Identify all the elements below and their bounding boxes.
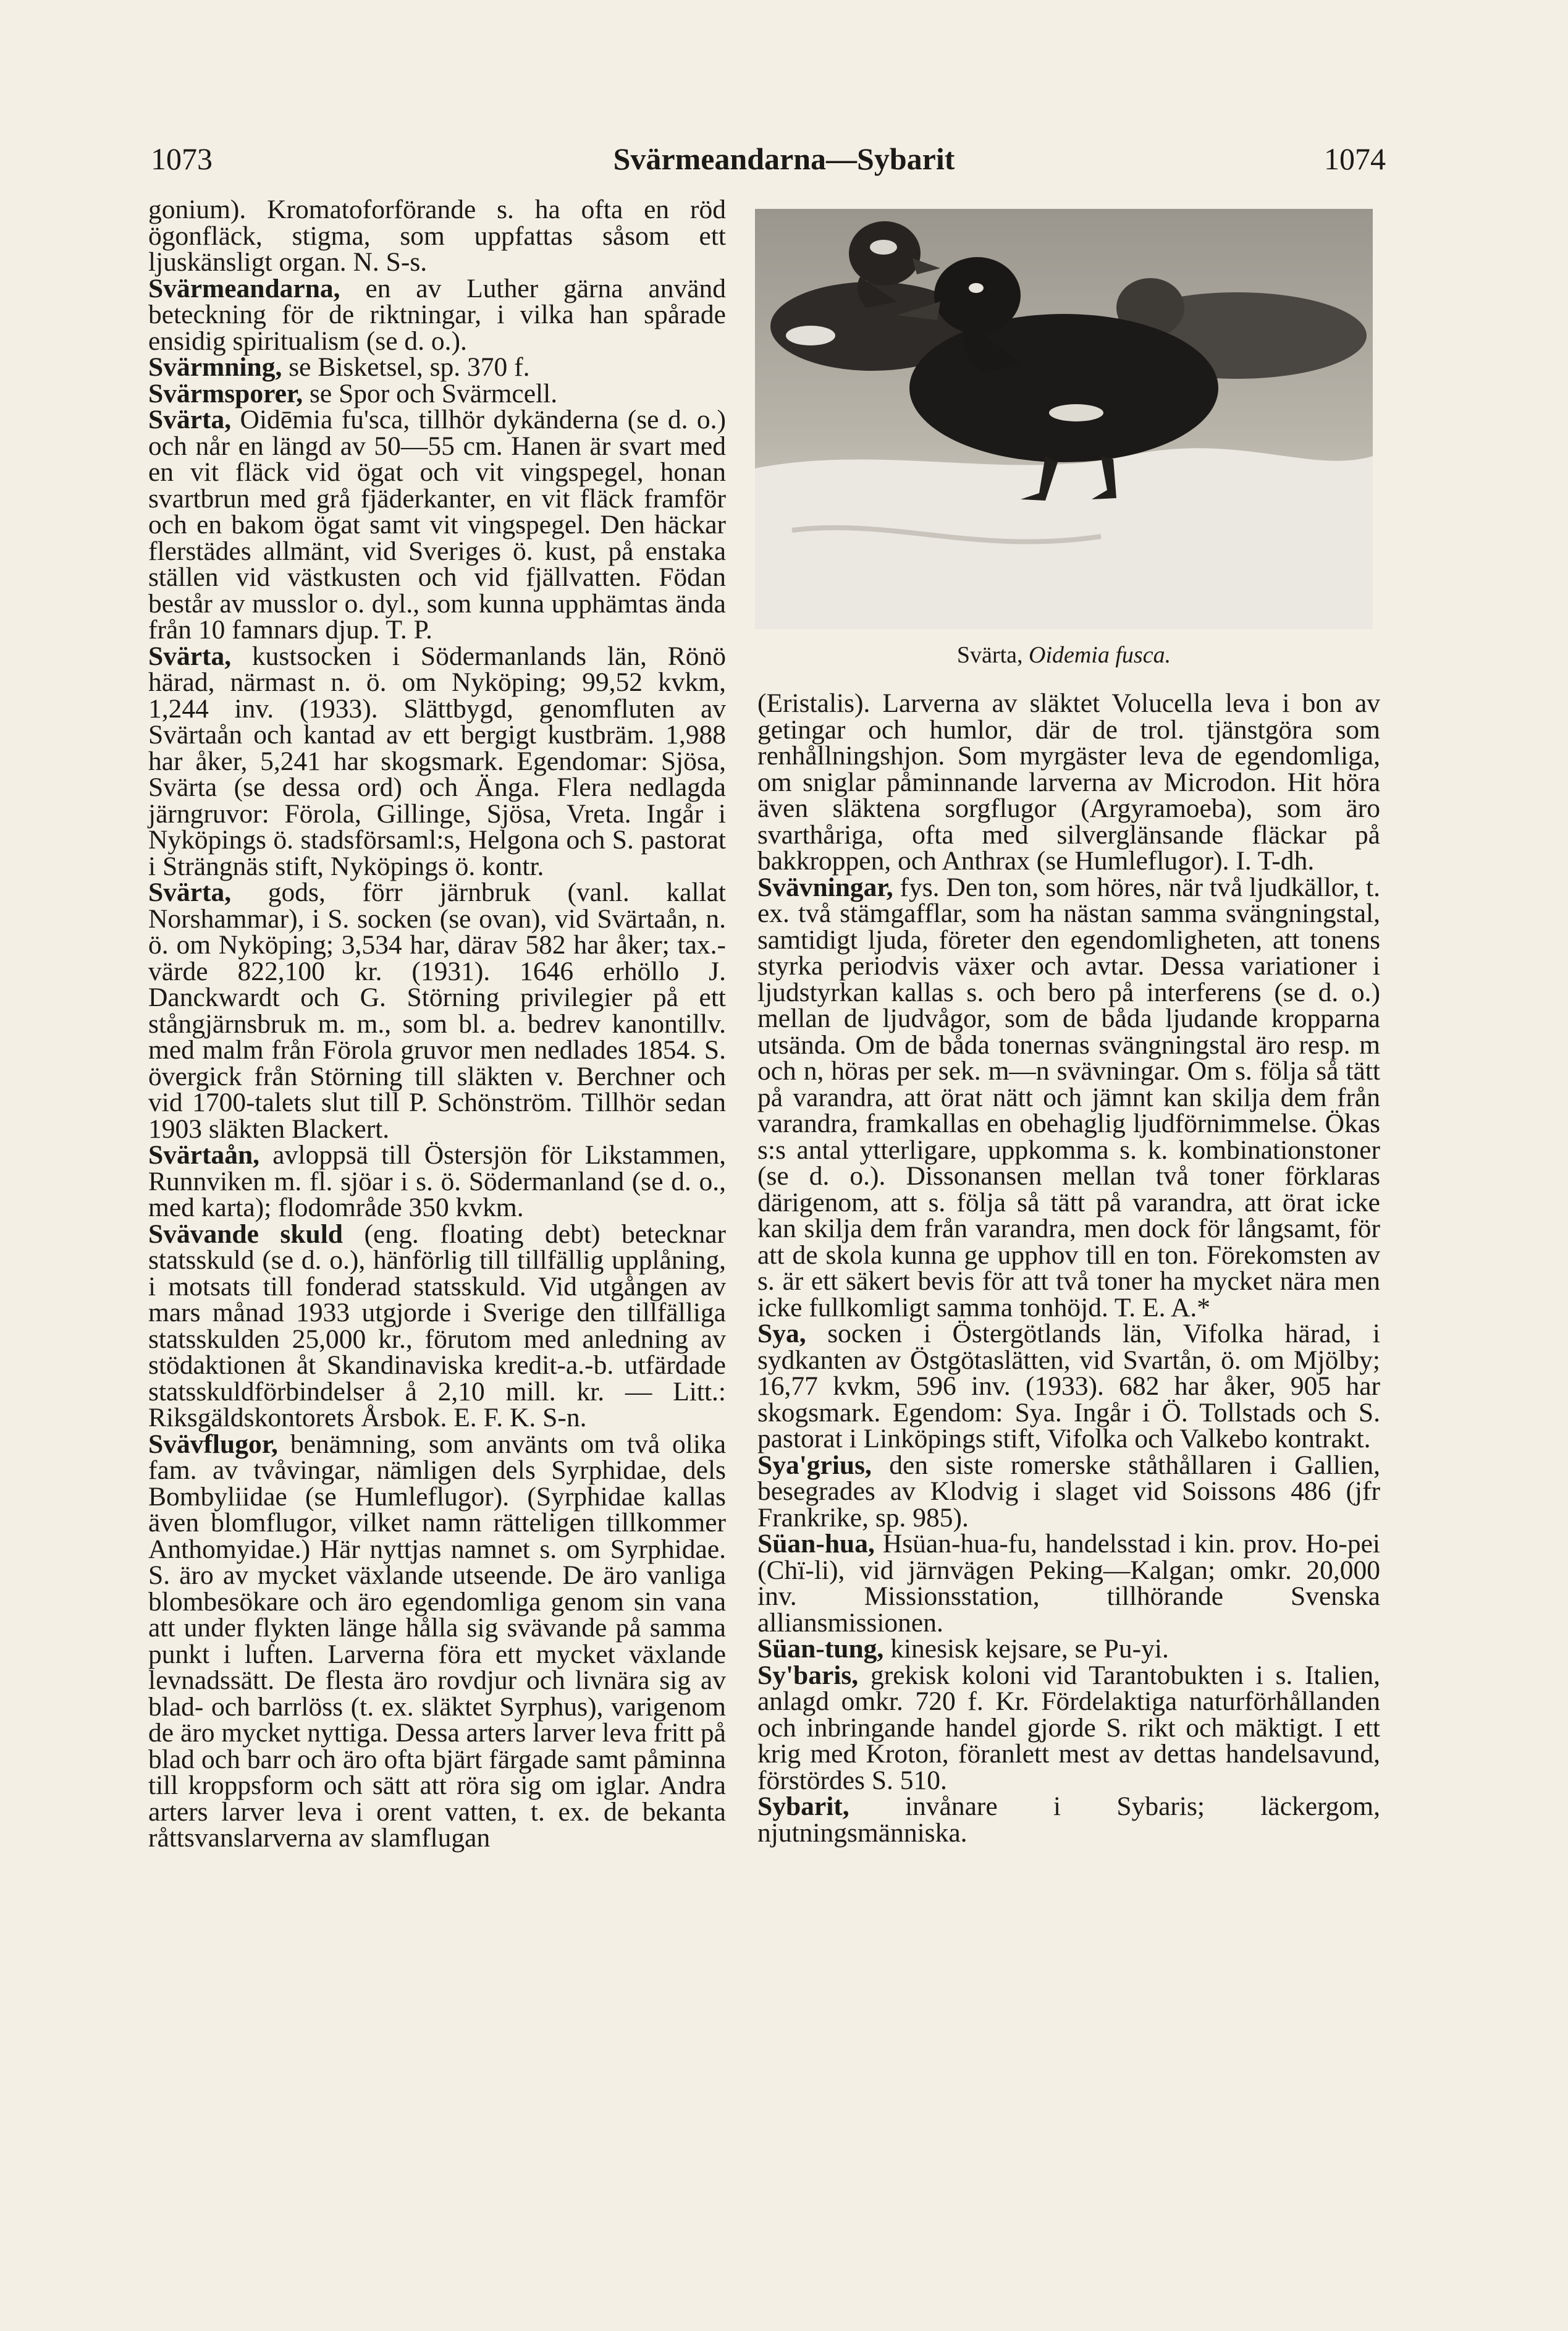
entry-text: den siste romerske ståthållaren i Gallien, besegrades av Klodvig i slaget vid Soissons 486 (jfr Frankrike, sp. 985). [757,1450,1380,1533]
duck-illustration-figure [755,209,1373,669]
entry-text: Oidēmia fu'sca, tillhör dykänderna (se d. o.) och når en längd av 50—55 cm. Hanen är svart med en vit fläck vid ögat och vit vingspegel, honan svartbrun med grå fjäderkanter, en vit fläck framför och en bakom ögat samt vit vingspegel. Den häckar flerstädes allmänt, vid Sveriges ö. kust, på enstaka ställen vid västkusten och vid fjällvatten. Födan består av musslor o. dyl., som kunna upphämtas ända från 10 famnars djup. T. P. [148,405,726,645]
entry-text: se Spor och Svärmcell. [310,378,558,408]
entry-text: (Eristalis). Larverna av släktet Volucella leva i bon av getingar och humlor, där de trol. tjänstgöra som renhållningshjon. Som myrgäster leva de egendomliga, om sniglar påminnande larverna av Microdon. Hit höra även släktena sorgflugor (Argyramoeba), som äro svarthåriga, ofta med silverglänsande fläckar på bakkroppen, och Anthrax (se Humleflugor). I. T-dh. [757,688,1380,876]
entry-headword: Süan-hua, [757,1529,875,1559]
entry-headword: Svärtaån, [148,1140,260,1170]
page-number-left: 1073 [151,142,213,176]
entry-text: kustsocken i Södermanlands län, Rönö härad, närmast n. ö. om Nyköping; 99,52 kvkm, 1,244 inv. (1933). Slättbygd, genomfluten av Svärtaån och kantad av ett bergigt kustbräm. 1,988 har åker, 5,241 har skogsmark. Egendomar: Sjösa, Svärta (se dessa ord) och Änga. Flera nedlagda järngruvor: Förola, Gillinge, Sjösa, Vreta. Ingår i Nyköpings ö. stadsförsaml:s, Helgona och S. pastorat i Strängnäs stift, Nyköpings ö. kontr. [148,641,726,881]
right-text-column [757,690,1380,1846]
entry-headword: Svärta, [148,405,232,434]
entry-headword: Svärmeandarna, [148,273,340,303]
entry-text: socken i Östergötlands län, Vifolka härad, i sydkanten av Östgötaslätten, vid Svartån, ö. om Mjölby; 16,77 kvkm, 596 inv. (1933). 682 har åker, 905 har skogsmark. Egendom: Sya. Ingår i Ö. Tollstads och S. pastorat i Linköpings stift, Vifolka och Valkebo kontrakt. [757,1319,1380,1453]
entry-headword: Süan-tung, [757,1634,884,1664]
entry-text: (eng. floating debt) betecknar statsskuld (se d. o.), hänförlig till tillfällig upplåning, i motsats till fonderad statsskuld. Vid utgången av mars månad 1933 utgjorde i Sverige den tillfälliga statsskulden 25,000 kr., förutom med anledning av stödaktionen åt Skandinaviska kredit-a.-b. utfärdade statsskuldförbindelser å 2,10 mill. kr. — Litt.: Riksgäldskontorets Årsbok. E. F. K. S-n. [148,1219,726,1432]
entry-headword: Svärmning, [148,352,282,382]
entry-text: se Bisketsel, sp. 370 f. [289,352,530,382]
entry-headword: Sya'grius, [757,1450,872,1480]
entry-headword: Svärmsporer, [148,378,303,408]
entry-text: gonium). Kromatoforförande s. ha ofta en röd ögonfläck, stigma, som uppfattas såsom ett ljuskänsligt organ. N. S-s. [148,195,726,277]
article-entry [757,874,1380,1321]
article-entry [148,879,726,1142]
entry-headword: Svärta, [148,878,232,907]
figure-caption [755,641,1373,669]
entry-headword: Svärta, [148,641,232,671]
entry-headword: Sy'baris, [757,1660,859,1690]
entry-headword: Sya, [757,1319,806,1348]
article-entry [148,354,726,381]
article-entry [148,1221,726,1431]
article-entry [148,273,727,356]
article-entry [757,1636,1380,1662]
running-title: Svärmeandarna—Sybarit [613,142,955,176]
article-entry [148,197,726,276]
velvet-scoter-image [755,209,1373,629]
entry-text: avloppsä till Östersjön för Likstammen, Runnviken m. fl. sjöar i s. ö. Södermanland (se d. o., med karta); flodområde 350 kvkm. [148,1140,726,1222]
article-entry [757,1793,1380,1846]
caption-label: Svärta, [956,642,1023,668]
entry-text: benämning, som använts om två olika fam. av tvåvingar, nämligen dels Syrphidae, dels Bombyliidae (se Humleflugor). (Syrphidae kallas även blomflugor, vilket namn rätteligen tillkommer Anthomyidae.) Här nyttjas namnet s. om Syrphidae. S. äro av mycket växlande utseende. De äro vanliga blombesökare och äro egendomliga genom sin vana att under flykten länge hålla sig svävande på samma punkt i luften. Larverna föra ett mycket växlande levnadssätt. De flesta äro rovdjur och livnära sig av blad- och barrlöss (t. ex. släktet Syrphus), varigenom de äro mycket nyttiga. Dessa arters larver leva fritt på blad och barr och äro ofta bjärt färgade samt påminna till kroppsform och sätt att röra sig om iglar. Andra arters larver leva i orent vatten, t. ex. de bekanta råttsvanslarverna av slamflugan [148,1429,727,1853]
article-entry [148,1431,726,1851]
entry-headword: Svävande skuld [148,1219,343,1249]
left-text-column [148,197,726,1851]
article-entry [757,1321,1380,1452]
entry-headword: Svävningar, [757,872,893,902]
article-entry [148,407,726,643]
entry-headword: Sybarit, [757,1792,849,1821]
article-entry [757,1531,1380,1636]
article-entry [757,1662,1380,1794]
entry-text: invånare i Sybaris; läckergom, njutningsmänniska. [757,1792,1381,1848]
article-entry [757,1452,1380,1531]
entry-headword: Svävflugor, [148,1429,278,1459]
page-header [0,141,1568,190]
entry-text: grekisk koloni vid Tarantobukten i s. Italien, anlagd omkr. 720 f. Kr. Fördelaktiga naturförhållanden och inbringande handel gjorde S. rikt och mäktigt. I ett krig med Kroton, föranlett mest av dettas handelsavund, förstördes S. 510. [757,1660,1381,1795]
entry-text: gods, förr järnbruk (vanl. kallat Norshammar), i S. socken (se ovan), vid Svärtaån, n. ö. om Nyköping; 3,534 har, därav 582 har åker; tax.-värde 822,100 kr. (1931). 1646 erhöllo J. Danckwardt och G. Störning privilegier på ett stångjärnsbruk m. m., som bl. a. bedrev kanontillv. med malm från Förola gruvor men nedlades 1854. S. övergick från Störning till släkten v. Berchner och vid 1700-talets slut till P. Schönström. Tillhör sedan 1903 släkten Blackert. [148,878,726,1144]
article-entry [148,378,726,408]
article-entry [148,643,726,880]
caption-species: Oidemia fusca. [1029,642,1171,668]
entry-text: fys. Den ton, som höres, när två ljudkällor, t. ex. två stämgafflar, som ha nästan samma svängningstal, samtidigt ljuda, företer den egendomligheten, att tonens styrka periodvis växer och avtar. Dessa variationer i ljudstyrkan kallas s. och bero på interferens (se d. o.) mellan de ljudvågor, som de båda ljudande kropparna utsända. Om de båda tonernas svängningstal äro resp. m och n, höras per sek. m—n svävningar. Om s. följa så tätt på varandra, att örat nätt och jämnt kan skilja dem från varandra, framkallas en obehaglig ljudförnimmelse. Ökas s:s antal ytterligare, uppkomma s. k. kombinationstoner (se d. o.). Dissonansen mellan två toner förklaras därigenom, att s. följa så tätt på varandra, att örat icke kan skilja dem från varandra, men dock för långsamt, för att de skola kunna ge upphov till en ton. Förekomsten av s. är ett säkert bevis för att två toner ha mycket nära men icke fullkomligt samma tonhöjd. T. E. A.* [757,872,1381,1322]
article-entry [757,690,1380,874]
entry-text: kinesisk kejsare, se Pu-yi. [890,1634,1169,1664]
entry-text: en av Luther gärna använd beteckning för de riktningar, i vilka han spårade ensidig spiritualism (se d. o.). [148,273,727,356]
page-number-right: 1074 [1324,142,1386,176]
entry-text: Hsüan-hua-fu, handelsstad i kin. prov. Ho-pei (Chï-li), vid järnvägen Peking—Kalgan; omkr. 20,000 inv. Missionsstation, tillhörande Svenska alliansmissionen. [757,1529,1380,1638]
article-entry [148,1142,726,1221]
